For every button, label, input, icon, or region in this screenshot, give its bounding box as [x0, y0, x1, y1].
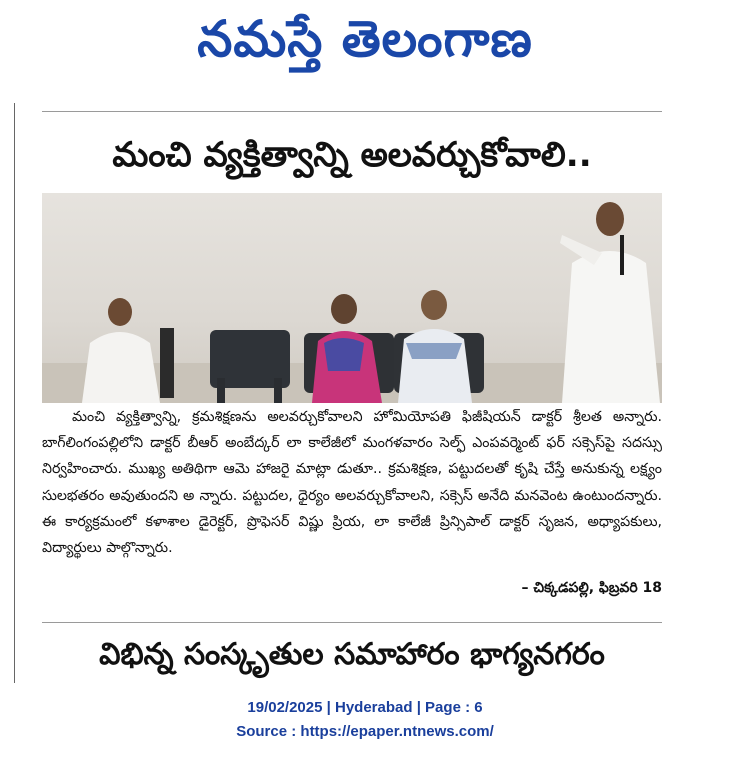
article-headline: మంచి వ్యక్తిత్వాన్ని అలవర్చుకోవాలి.. [112, 135, 592, 175]
masthead [0, 0, 730, 80]
divider-top [42, 111, 662, 112]
footer-date-edition: 19/02/2025 | Hyderabad | Page : 6 [247, 699, 483, 716]
photo-icon [42, 193, 662, 403]
divider-bottom [42, 622, 662, 623]
article-dateline: – చిక్కడపల్లి, ఫిబ్రవరి 18 [521, 580, 662, 596]
footer-source-link[interactable]: Source : https://epaper.ntnews.com/ [236, 723, 494, 740]
page-edge-line [14, 103, 15, 683]
newspaper-logo: నమస్తే తెలంగాణ [197, 10, 533, 68]
article-body-paragraph: మంచి వ్యక్తిత్వాన్ని, క్రమశిక్షణను అలవర్చుకోవాలని హోమియోపతి ఫిజీషియన్ డాక్టర్ శ్రీలత అన్నారు. బాగ్‌లింగంపల్లిలోని డాక్టర్ బీఆర్ అంబేద్కర్ లా కాలేజీలో మంగళవారం సెల్ఫ్ ఎంపవర్మెంట్ ఫర్ సక్సెస్‌పై సదస్సు నిర్వహించారు. ముఖ్య అతిథిగా ఆమె హాజరై మాట్లా డుతూ.. క్రమశిక్షణ, పట్టుదలతో కృషి చేస్తే అనుకున్న లక్ష్యం సులభతరం అవుతుందని అ న్నారు. పట్టుదల, ధైర్యం అలవర్చుకోవాలని, సక్సెస్ అనేది మనవెంట ఉంటుందన్నారు. ఈ కార్యక్రమంలో కళాశాల డైరెక్టర్, ప్రొఫెసర్ విష్ణు ప్రియ, లా కాలేజీ ప్రిన్సిపాల్ డాక్టర్ సృజన, అధ్యాపకులు, విద్యార్థులు పాల్గొన్నారు. [42, 409, 662, 557]
article-photo [42, 193, 662, 403]
next-article-headline: విభిన్న సంస్కృతుల సమాహారం భాగ్యనగరం [99, 637, 605, 672]
page-footer [0, 696, 730, 744]
article-body [42, 404, 662, 561]
